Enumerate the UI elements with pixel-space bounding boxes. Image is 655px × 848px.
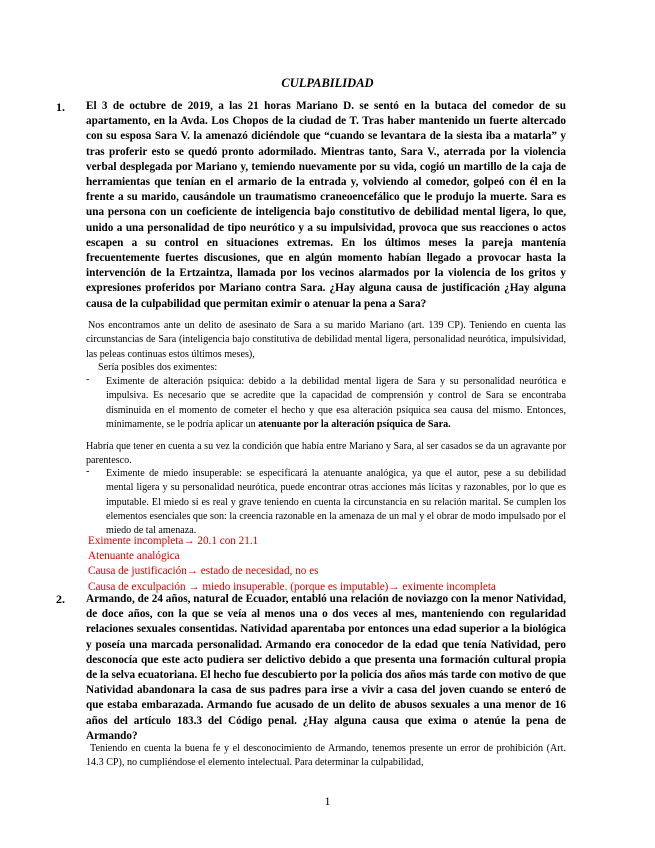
- note-line: Causa de exculpación → miedo insuperable. (porque es imputable)→ eximente incompleta: [88, 580, 496, 593]
- note-line: Causa de justificación→ estado de necesidad, no es: [88, 565, 319, 578]
- question-2-number: 2.: [56, 592, 65, 606]
- bullet-1-text: [106, 375, 566, 432]
- page-title: CULPABILIDAD: [281, 76, 374, 90]
- question-1-text: El 3 de octubre de 2019, a las 21 horas Mariano D. se sentó en la butaca del comedor de su apartamento, en la Avda. Los Chopos de la ciudad de T. Tras haber mantenido un fuerte altercado con su esposa Sara V. la amenazó diciéndole que “cuando se levantara de la siesta iba a matarla” y tras proferir esto se quedó pronto adormilado. Mientras tanto, Sara V., aterrada por la violencia verbal desplegada por Mariano y, temiendo nuevamente por su vida, cogió un martillo de la caja de herramientas que tenían en el armario de la entrada y, volviendo al comedor, golpeó con él en la frente a su marido, causándole un traumatismo craneoencefálico que le produjo la muerte. Sara es una persona con un coeficiente de inteligencia bajo constitutivo de debilidad mental ligera, lo que, unido a una personalidad de tipo neurótico y a su impulsividad, provoca que sus reacciones o actos escapen a su control en situaciones extremas. En los últimos meses la pareja mantenía frecuentemente fuertes discusiones, que en algún momento habían llegado a provocar hasta la intervención de la Ertzaintza, llamada por los vecinos alarmados por la violencia de los gritos y expresiones proferidos por Mariano contra Sara. ¿Hay alguna causa de justificación ¿Hay alguna causa de la culpabilidad que permitan eximir o atenuar la pena a Sara?: [86, 100, 566, 310]
- bullet-2-marker: -: [86, 466, 90, 477]
- answer-2-intro: Teniendo en cuenta la buena fe y el desconocimiento de Armando, tenemos presente un error de prohibición (Art. 14.3 CP), no cumpliéndose el elemento intelectual. Para determinar la culpabilidad,: [86, 743, 566, 769]
- page-number: 1: [324, 794, 331, 808]
- answer-1-intro: Nos encontramos ante un delito de asesinato de Sara a su marido Mariano (art. 139 CP). Teniendo en cuenta las circunstancias de Sara (inteligencia bajo constitutiva de debilidad mental ligera, personalidad neurótica, impulsividad, las peleas continuas estos últimos meses),: [86, 320, 566, 360]
- question-1-number: 1.: [56, 100, 65, 114]
- note-line: Eximente incompleta→ 20.1 con 21.1: [88, 535, 259, 547]
- answer-1-notes: [88, 534, 496, 595]
- answer-1-aggravating: Habría que tener en cuenta a su vez la condición que había entre Mariano y Sara, al ser casados se da un agravante por parentesco.: [86, 441, 566, 467]
- bullet-1-marker: -: [86, 374, 90, 385]
- question-2-text: Armando, de 24 años, natural de Ecuador, entabló una relación de noviazgo con la menor Natividad, de doce años, con la que se veía al menos una o dos veces al mes, manteniendo con regularidad relaciones sexuales consentidas. Natividad aparentaba por entonces una edad superior a la biológica y poseía una marcada personalidad. Armando era conocedor de la edad que tenía Natividad, pero desconocía que este acto pudiera ser delictivo debido a que presenta una formación cultural propia de la selva ecuatoriana. El hecho fue descubierto por la policía dos años más tarde con motivo de que Natividad abandonara la casa de sus padres para irse a vivir a casa del joven cuando se enteró de que estaba embarazada. Armando fue acusado de un delito de abusos sexuales a una menor de 16 años del artículo 183.3 del Código penal. ¿Hay alguna causa que exima o atenúe la pena de Armando?: [86, 593, 566, 742]
- answer-1-possible: Sería posibles dos eximentes:: [98, 362, 218, 373]
- note-line: Atenuante analógica: [88, 550, 180, 563]
- bullet-2-text: Eximente de miedo insuperable: se especificará la atenuante analógica, ya que el autor, pese a su debilidad mental ligera y su personalidad neurótica, puede encontrar otras acciones más lícitas y razonables, por lo que es imputable. El miedo si es real y grave teniendo en cuenta la circunstancia en su relación marital. Se cumplen los elementos esenciales que son: la creencia razonable en la amenaza de un mal y el obrar de modo impulsado por el miedo de tal amenaza.: [106, 468, 566, 537]
- bullet-1-body: Eximente de alteración psíquica: debido a la debilidad mental ligera de Sara y su personalidad neurótica e impulsiva. Es necesario que se acredite que la capacidad de comprensión y control de Sara se encontraba disminuida en el momento de cometer el hecho y que esa alteración psíquica sea causa del mismo. Entonces, mínimamente, se le podría aplicar un: [106, 376, 566, 430]
- bullet-1-emphasis: atenuante por la alteración psíquica de Sara.: [258, 418, 451, 430]
